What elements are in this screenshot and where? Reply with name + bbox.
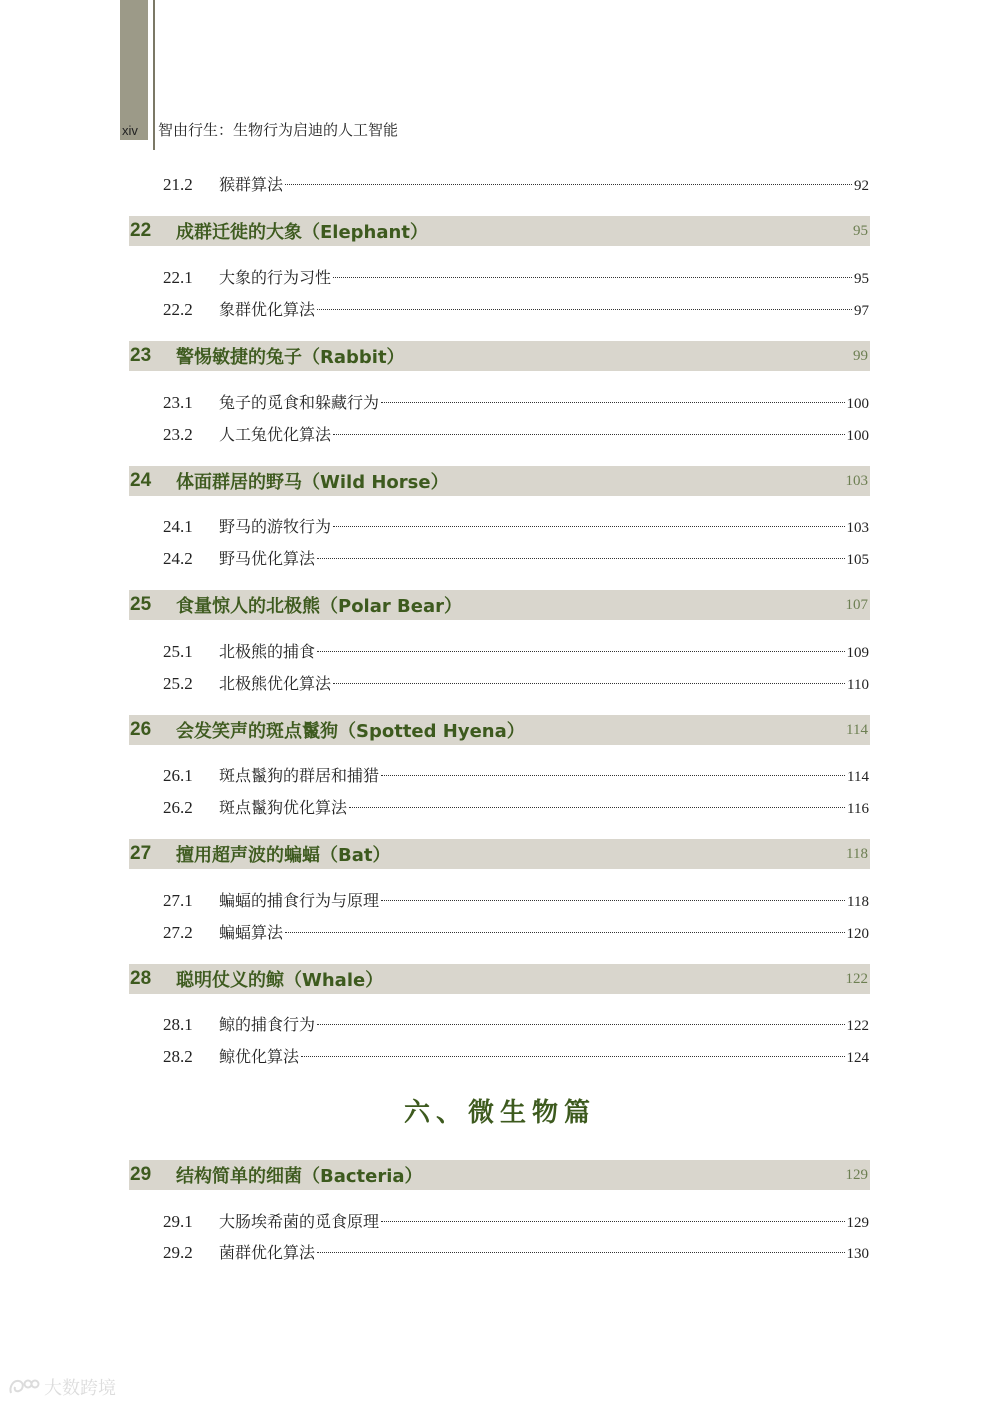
- entry-title: 象群优化算法: [219, 300, 316, 319]
- dot-leader: [317, 1024, 844, 1025]
- chapter-title: 聪明仗义的鲸（Whale）: [176, 970, 384, 991]
- entry-title: 兔子的觅食和躲藏行为: [219, 393, 380, 412]
- entry-number: 21.2: [163, 175, 193, 194]
- chapter-title: 擅用超声波的蝙蝠（Bat）: [176, 845, 391, 866]
- toc-entry[interactable]: [163, 265, 869, 289]
- toc-entry[interactable]: [163, 763, 869, 787]
- chapter-number: 25: [130, 594, 152, 615]
- entry-page: 92: [854, 178, 869, 194]
- toc-entry[interactable]: [163, 1240, 869, 1264]
- part-title: 六、微生物篇: [403, 1098, 596, 1128]
- entry-title: 蝙蝠的捕食行为与原理: [219, 891, 380, 910]
- entry-title: 斑点鬣狗的群居和捕猎: [219, 766, 380, 785]
- entry-title: 野马优化算法: [219, 549, 316, 568]
- watermark: [8, 1374, 116, 1400]
- entry-page: 100: [846, 428, 869, 444]
- chapter-heading[interactable]: [129, 341, 870, 371]
- entry-title: 野马的游牧行为: [219, 517, 332, 536]
- dot-leader: [317, 1252, 844, 1253]
- entry-number: 26.2: [163, 798, 193, 817]
- dot-leader: [381, 775, 845, 776]
- chapter-page: 122: [845, 970, 868, 987]
- toc-entry[interactable]: [163, 390, 869, 414]
- chapter-title: 结构简单的细菌（Bacteria）: [176, 1166, 423, 1187]
- dot-leader: [381, 1221, 844, 1222]
- entry-number: 22.1: [163, 268, 193, 287]
- chapter-page: 118: [846, 845, 868, 862]
- toc-entry[interactable]: [163, 546, 869, 570]
- entry-title: 菌群优化算法: [219, 1243, 316, 1262]
- toc-entry[interactable]: [163, 1012, 869, 1036]
- entry-number: 22.2: [163, 300, 193, 319]
- entry-number: 25.2: [163, 674, 193, 693]
- dot-leader: [381, 900, 845, 901]
- entry-page: 129: [846, 1215, 869, 1231]
- dot-leader: [285, 184, 852, 185]
- dot-leader: [317, 651, 844, 652]
- chapter-heading[interactable]: [129, 1160, 870, 1190]
- chapter-heading[interactable]: [129, 590, 870, 620]
- chapter-title: 成群迁徙的大象（Elephant）: [176, 222, 428, 243]
- dot-leader: [333, 434, 844, 435]
- logo-icon: [8, 1377, 40, 1397]
- entry-number: 29.1: [163, 1212, 193, 1231]
- entry-number: 27.1: [163, 891, 193, 910]
- entry-title: 斑点鬣狗优化算法: [219, 798, 348, 817]
- chapter-number: 24: [130, 470, 152, 491]
- dot-leader: [333, 526, 844, 527]
- chapter-title: 会发笑声的斑点鬣狗（Spotted Hyena）: [176, 721, 525, 742]
- entry-page: 114: [847, 769, 869, 785]
- entry-number: 27.2: [163, 923, 193, 942]
- toc-entry[interactable]: [163, 1209, 869, 1233]
- dot-leader: [301, 1056, 844, 1057]
- chapter-title: 体面群居的野马（Wild Horse）: [176, 472, 449, 493]
- dot-leader: [285, 932, 844, 933]
- entry-title: 鲸的捕食行为: [219, 1015, 316, 1034]
- chapter-number: 26: [130, 719, 152, 740]
- dot-leader: [317, 309, 852, 310]
- toc-entry[interactable]: [163, 888, 869, 912]
- toc-entry[interactable]: [163, 671, 869, 695]
- entry-page: 95: [854, 271, 869, 287]
- entry-page: 120: [846, 926, 869, 942]
- entry-title: 北极熊的捕食: [219, 642, 316, 661]
- dot-leader: [333, 277, 852, 278]
- entry-number: 23.1: [163, 393, 193, 412]
- entry-number: 26.1: [163, 766, 193, 785]
- entry-title: 北极熊优化算法: [219, 674, 332, 693]
- entry-number: 28.2: [163, 1047, 193, 1066]
- entry-title: 大肠埃希菌的觅食原理: [219, 1212, 380, 1231]
- toc-entry[interactable]: [163, 514, 869, 538]
- entry-page: 116: [847, 801, 869, 817]
- entry-title: 大象的行为习性: [219, 268, 332, 287]
- dot-leader: [349, 807, 845, 808]
- entry-page: 118: [847, 894, 869, 910]
- entry-number: 24.1: [163, 517, 193, 536]
- book-title: 智由行生：生物行为启迪的人工智能: [158, 121, 399, 139]
- chapter-page: 103: [845, 472, 868, 489]
- toc-entry[interactable]: [163, 297, 869, 321]
- entry-number: 25.1: [163, 642, 193, 661]
- watermark-text: 大数跨境: [44, 1378, 116, 1399]
- entry-page: 105: [846, 552, 869, 568]
- entry-page: 110: [847, 677, 869, 693]
- running-head: [122, 119, 398, 143]
- chapter-heading[interactable]: [129, 466, 870, 496]
- dot-leader: [381, 402, 844, 403]
- entry-title: 鲸优化算法: [219, 1047, 300, 1066]
- entry-page: 130: [846, 1246, 869, 1262]
- chapter-page: 114: [846, 721, 868, 738]
- chapter-heading[interactable]: [129, 715, 870, 745]
- entry-page: 122: [846, 1018, 869, 1034]
- entry-title: 猴群算法: [219, 175, 284, 194]
- dot-leader: [317, 558, 844, 559]
- entry-number: 28.1: [163, 1015, 193, 1034]
- entry-page: 97: [854, 303, 869, 319]
- chapter-number: 29: [130, 1164, 152, 1185]
- chapter-number: 28: [130, 968, 152, 989]
- entry-page: 124: [846, 1050, 869, 1066]
- toc-entry[interactable]: [163, 639, 869, 663]
- page-folio: xiv: [122, 123, 138, 138]
- chapter-number: 27: [130, 843, 152, 864]
- toc-entry[interactable]: [163, 920, 869, 944]
- entry-title: 蝙蝠算法: [219, 923, 284, 942]
- toc-entry[interactable]: [163, 422, 869, 446]
- toc-entry[interactable]: [163, 172, 869, 196]
- chapter-heading[interactable]: [129, 216, 870, 246]
- chapter-page: 107: [845, 596, 868, 613]
- entry-number: 24.2: [163, 549, 193, 568]
- chapter-page: 95: [853, 222, 868, 239]
- chapter-heading[interactable]: [129, 964, 870, 994]
- entry-number: 23.2: [163, 425, 193, 444]
- chapter-number: 22: [130, 220, 152, 241]
- chapter-page: 129: [845, 1166, 868, 1183]
- chapter-title: 食量惊人的北极熊（Polar Bear）: [176, 596, 462, 617]
- entry-number: 29.2: [163, 1243, 193, 1262]
- entry-page: 100: [846, 396, 869, 412]
- toc-entry[interactable]: [163, 795, 869, 819]
- toc-entry[interactable]: [163, 1044, 869, 1068]
- entry-page: 109: [846, 645, 869, 661]
- chapter-number: 23: [130, 345, 152, 366]
- entry-title: 人工兔优化算法: [219, 425, 332, 444]
- chapter-page: 99: [853, 347, 868, 364]
- chapter-heading[interactable]: [129, 839, 870, 869]
- chapter-title: 警惕敏捷的兔子（Rabbit）: [176, 347, 405, 368]
- dot-leader: [333, 683, 845, 684]
- entry-page: 103: [846, 520, 869, 536]
